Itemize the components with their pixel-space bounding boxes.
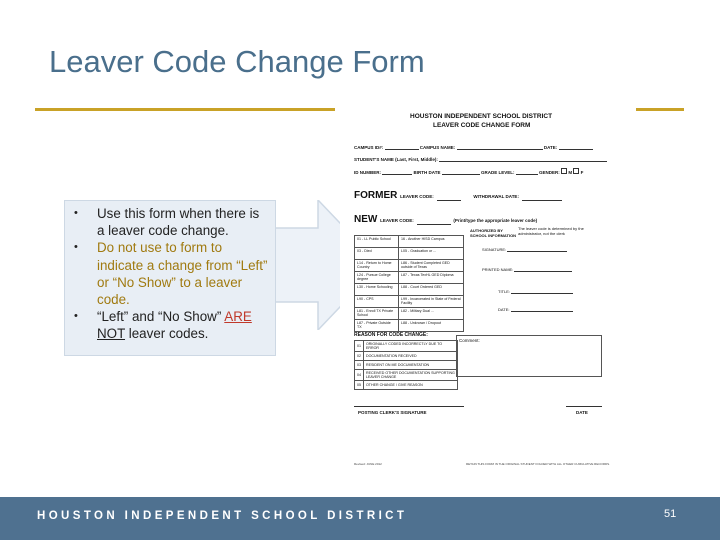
reason-table xyxy=(354,340,458,390)
reason-text: RECEIVED OTHER DOCUMENTATION SUPPORTING LEAVER CHANGE xyxy=(364,370,458,381)
form-date2-label: DATE: xyxy=(498,307,510,312)
leaver-codes-table xyxy=(354,235,464,332)
form-student-name-label: STUDENT'S NAME (Last, First, Middle): xyxy=(354,157,438,162)
form-gender-label: GENDER: xyxy=(539,170,560,175)
form-date-label: DATE: xyxy=(543,145,558,150)
table-row xyxy=(355,370,458,381)
form-posting-clerk-label: POSTING CLERK'S SIGNATURE xyxy=(358,410,427,415)
form-row-campus xyxy=(354,144,593,150)
form-birth-date-label: BIRTH DATE xyxy=(413,170,441,175)
code-cell: 03 - Died xyxy=(355,248,399,260)
form-signature-label: SIGNATURE: xyxy=(482,247,507,252)
code-cell: L81 - Enroll TX Private School xyxy=(355,308,399,320)
reason-text: DOCUMENTATION RECEIVED xyxy=(364,352,458,361)
title-rule-left xyxy=(35,108,335,111)
reason-num: 04 xyxy=(355,370,364,381)
reason-num: 03 xyxy=(355,361,364,370)
bullet-text-3-pre: “Left” and “No Show” xyxy=(97,309,225,325)
reason-num: 05 xyxy=(355,381,364,390)
form-header-district: HOUSTON INDEPENDENT SCHOOL DISTRICT xyxy=(410,113,553,120)
form-date2-row xyxy=(498,306,573,312)
code-cell: L30 - Home Schooling xyxy=(355,284,399,296)
code-cell: L82 - Military Dual ... xyxy=(399,308,464,320)
form-print-type-note: (Print/type the appropriate leaver code) xyxy=(453,218,538,223)
code-cell: L87 - Private Outside TX xyxy=(355,320,399,332)
reason-num: 02 xyxy=(355,352,364,361)
form-printed-name-row xyxy=(482,266,572,272)
table-row xyxy=(355,308,464,320)
reason-num: 01 xyxy=(355,341,364,352)
form-row-student xyxy=(354,156,607,162)
code-cell: L24 - Pursue College degree xyxy=(355,272,399,284)
form-former-code-label: LEAVER CODE: xyxy=(400,194,434,199)
bullet-item: • Do not use to form to indicate a change from “Left” or “No Show” to a leaver code. xyxy=(74,240,268,308)
code-cell: L87 - Texas TexHL GED Diploma xyxy=(399,272,464,284)
bullet-box xyxy=(64,200,276,356)
bullet-text-1: Use this form when there is a leaver code change. xyxy=(97,206,260,239)
form-grade-level-label: GRADE LEVEL: xyxy=(480,170,515,175)
form-date3-label: DATE xyxy=(576,410,588,415)
leaver-code-form-image xyxy=(340,110,620,475)
table-row xyxy=(355,296,464,308)
code-cell: L14 - Return to Home Country xyxy=(355,260,399,272)
table-row xyxy=(355,320,464,332)
table-row xyxy=(355,284,464,296)
posting-clerk-line xyxy=(354,406,464,407)
code-cell: 16 - Another HISD Campus xyxy=(399,236,464,248)
form-former-row xyxy=(354,190,562,201)
form-gender-m: M xyxy=(568,170,573,175)
form-reason-title: REASON FOR CODE CHANGE: xyxy=(354,332,428,338)
form-comment-box xyxy=(456,335,602,377)
code-cell: L86 - Student Completed GED outside of Texas xyxy=(399,260,464,272)
reason-text: RESIDENT ON ME DOCUMENTATION xyxy=(364,361,458,370)
form-leaver-note: The leaver code is determined by the administrator, not the clerk xyxy=(518,226,584,236)
form-id-number-label: ID NUMBER: xyxy=(354,170,381,175)
title-rule-right xyxy=(636,108,684,111)
form-authorized-by: AUTHORIZED BY SCHOOL INFORMATION xyxy=(470,228,517,238)
table-row xyxy=(355,272,464,284)
form-footer-note: RETAIN THIS FORM IN THE ORIGINAL STUDENT FOLDER WITH ALL OTHER CUMULATIVE RECORDS. xyxy=(466,462,611,466)
code-cell: 01 - LL Public School xyxy=(355,236,399,248)
reason-text: ORIGINALLY CODED INCORRECTLY DUE TO ERROR xyxy=(364,341,458,352)
form-row-id xyxy=(354,168,583,175)
table-row xyxy=(355,361,458,370)
bullet-text-3-are: ARE xyxy=(224,309,252,325)
form-new-row xyxy=(354,214,537,225)
table-row xyxy=(355,248,464,260)
table-row xyxy=(355,341,458,352)
form-printed-name-label: PRINTED NAME: xyxy=(482,267,514,272)
bullet-text-3-not: NOT xyxy=(97,326,126,342)
form-comment-label: Comment: xyxy=(459,338,480,343)
table-row xyxy=(355,352,458,361)
footer-district-name: HOUSTON INDEPENDENT SCHOOL DISTRICT xyxy=(37,510,408,522)
form-header-title: LEAVER CODE CHANGE FORM xyxy=(433,122,531,129)
form-former-label: FORMER xyxy=(354,190,398,201)
bullet-text-3-post: leaver codes. xyxy=(125,326,209,342)
form-campus-name-label: CAMPUS NAME: xyxy=(419,145,456,150)
code-cell: L88 - Unknown / Dropout xyxy=(399,320,464,332)
table-row xyxy=(355,381,458,390)
form-revised-note: Revised: JUNE 2012 xyxy=(354,462,382,466)
table-row xyxy=(355,260,464,272)
form-campus-id-label: CAMPUS ID#: xyxy=(354,145,384,150)
slide-title: Leaver Code Change Form xyxy=(49,44,425,79)
form-gender-f: F xyxy=(580,170,584,175)
bullet-item: • Use this form when there is a leaver code change. xyxy=(74,206,260,239)
table-row xyxy=(355,236,464,248)
form-withdrawal-date-label: WITHDRAWAL DATE: xyxy=(473,194,519,199)
code-cell: L05 - Graduation or ... xyxy=(399,248,464,260)
bullet-text-2: Do not use to form to indicate a change from “Left” or “No Show” to a leaver code. xyxy=(97,240,268,308)
footer-bar xyxy=(0,497,720,540)
bullet-item: • “Left” and “No Show” ARE NOT leaver codes. xyxy=(74,309,252,342)
page-number: 51 xyxy=(664,508,677,520)
form-title-label: TITLE: xyxy=(498,289,511,294)
form-title-row xyxy=(498,288,573,294)
code-cell: L90 - CPS xyxy=(355,296,399,308)
code-cell: L88 - Court Ordered GED xyxy=(399,284,464,296)
form-signature-row xyxy=(482,246,567,252)
reason-text: OTHER CHANGE / GIVE REASON xyxy=(364,381,458,390)
code-cell: L99 - Incarcerated in State of Federal Facility xyxy=(399,296,464,308)
form-new-code-label: LEAVER CODE: xyxy=(380,218,414,223)
posting-date-line xyxy=(566,406,602,407)
form-new-label: NEW xyxy=(354,214,378,225)
